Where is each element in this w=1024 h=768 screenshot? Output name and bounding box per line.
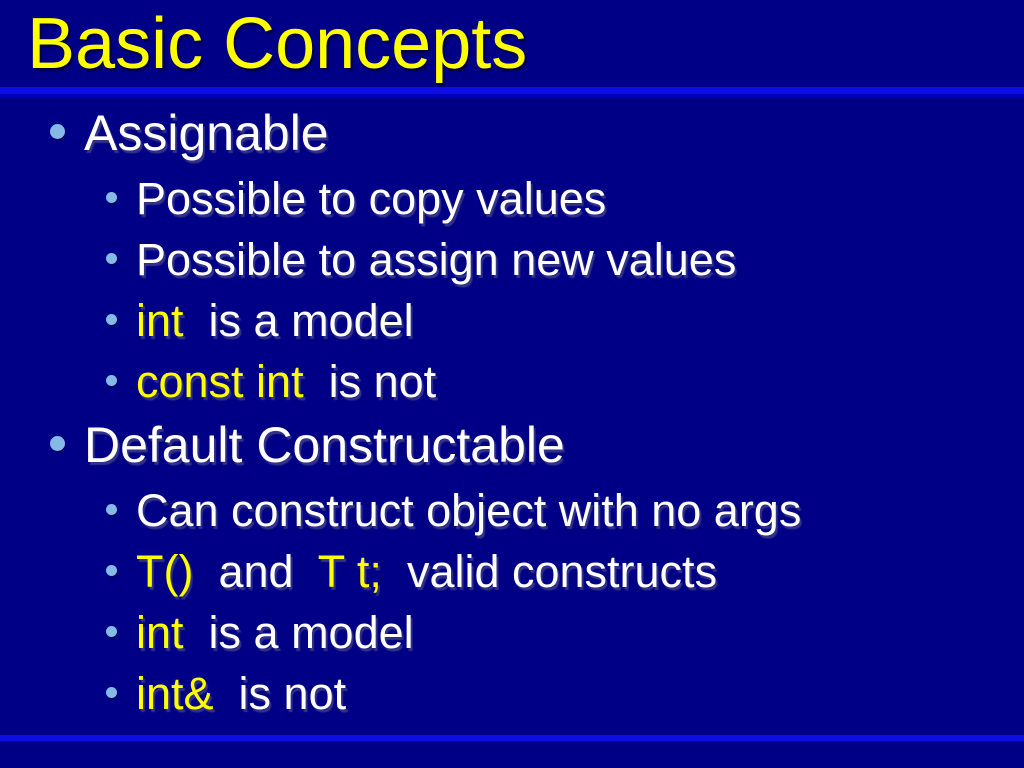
bullet-text — [84, 414, 565, 476]
bullet-dot-icon — [106, 375, 117, 386]
code-term: const int — [136, 356, 304, 407]
bullet-text — [136, 543, 717, 601]
text-segment: is not — [213, 668, 347, 719]
code-term: int — [136, 295, 184, 346]
bullet-dot-icon — [106, 253, 117, 264]
title-divider — [0, 87, 1024, 98]
text-segment: Default Constructable — [84, 417, 565, 473]
bullet-dot-icon — [106, 565, 117, 576]
text-segment: Possible to copy values — [136, 173, 607, 224]
code-term: int — [136, 607, 184, 658]
bullet-item — [106, 665, 1024, 726]
title-divider-bright-band — [0, 87, 1024, 94]
bullet-dot-icon — [50, 124, 65, 139]
text-segment: is a model — [183, 295, 414, 346]
bullet-item — [106, 543, 1024, 604]
bullet-text — [84, 102, 329, 164]
code-term: T t; — [317, 546, 382, 597]
bullet-dot-icon — [106, 504, 117, 515]
bullet-item — [50, 414, 1024, 482]
bullet-dot-icon — [106, 192, 117, 203]
bullet-dot-icon — [106, 687, 117, 698]
bullet-text — [136, 231, 736, 289]
bottom-divider — [0, 735, 1024, 741]
text-segment: Possible to assign new values — [136, 234, 737, 285]
text-segment: Can construct object with no args — [136, 485, 802, 536]
bullet-text — [136, 353, 436, 411]
bullet-item — [106, 231, 1024, 292]
code-term: int& — [136, 668, 214, 719]
bullet-dot-icon — [50, 436, 65, 451]
slide-title: Basic Concepts — [27, 4, 528, 84]
bullet-item — [106, 170, 1024, 231]
title-divider-dark-band — [0, 94, 1024, 98]
bullet-text — [136, 604, 414, 662]
bullet-dot-icon — [106, 314, 117, 325]
bullet-list — [0, 102, 1024, 726]
bullet-item — [106, 604, 1024, 665]
bullet-item — [106, 292, 1024, 353]
bullet-text — [136, 665, 346, 723]
bullet-text — [136, 482, 801, 540]
bullet-item — [106, 482, 1024, 543]
text-segment: is not — [303, 356, 437, 407]
text-segment: Assignable — [84, 105, 329, 161]
text-segment: valid constructs — [381, 546, 718, 597]
bullet-text — [136, 292, 414, 350]
text-segment: and — [193, 546, 318, 597]
code-term: T() — [136, 546, 194, 597]
text-segment: is a model — [183, 607, 414, 658]
bullet-item — [106, 353, 1024, 414]
bullet-item — [50, 102, 1024, 170]
bullet-dot-icon — [106, 626, 117, 637]
bullet-text — [136, 170, 606, 228]
